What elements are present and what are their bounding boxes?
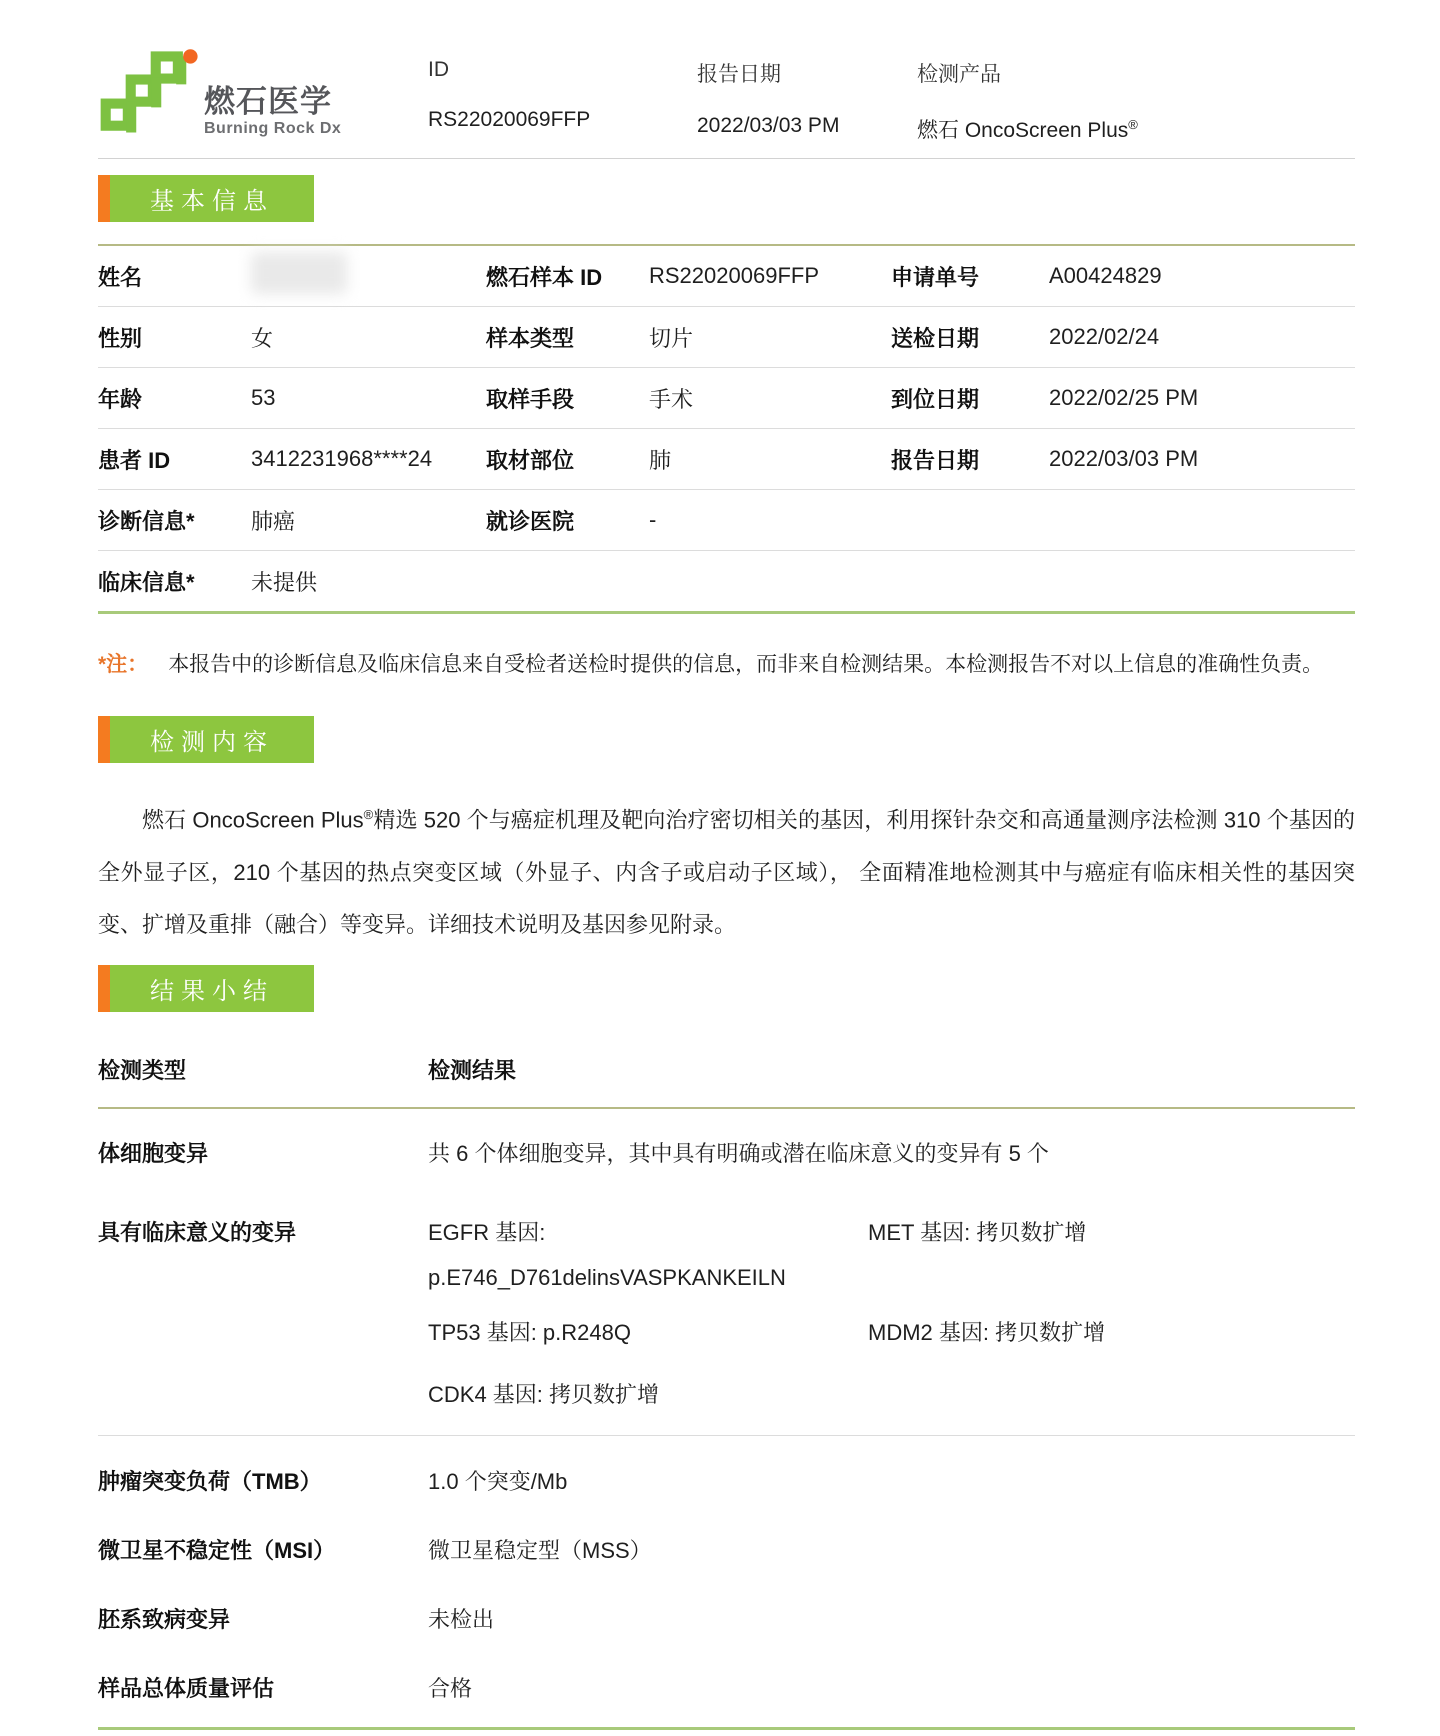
brand-name-cn: 燃石医学 xyxy=(204,83,332,119)
info-value: 3412231968****24 xyxy=(251,446,433,471)
info-label: 取材部位 xyxy=(486,447,575,473)
registered-mark: ® xyxy=(363,807,374,823)
note-prefix: *注： xyxy=(98,653,149,676)
section-title-basic-info: 基本信息 xyxy=(98,175,314,222)
info-label: 就诊医院 xyxy=(486,508,575,534)
msi-label: 微卫星不稳定性（MSI） xyxy=(98,1537,336,1563)
msi-value: 微卫星稳定型（MSS） xyxy=(428,1537,652,1563)
info-label: 患者 ID xyxy=(98,447,171,473)
report-header xyxy=(98,0,1355,144)
tmb-label: 肿瘤突变负荷（TMB） xyxy=(98,1468,322,1494)
burning-rock-logo-icon xyxy=(98,46,200,140)
info-value: 未提供 xyxy=(251,569,318,595)
info-label: 临床信息* xyxy=(98,569,195,595)
table-row xyxy=(98,246,1355,306)
clinical-variants-grid xyxy=(428,1216,1355,1409)
info-value: 2022/02/25 PM xyxy=(1049,385,1199,410)
meta-product-label: 检测产品 xyxy=(917,63,1001,86)
info-value: 肺 xyxy=(649,447,672,473)
meta-date-value: 2022/03/03 PM xyxy=(697,114,840,137)
table-row xyxy=(98,306,1355,367)
meta-product-value xyxy=(917,114,1355,144)
info-label: 燃石样本 ID xyxy=(486,264,603,290)
table-row xyxy=(98,1653,1355,1727)
variant-mdm2: MDM2 基因: 拷贝数扩增 xyxy=(868,1319,1106,1345)
patient-name-value xyxy=(251,252,486,300)
disclaimer-note xyxy=(98,650,1355,680)
paragraph-body: 精选 520 个与癌症机理及靶向治疗密切相关的基因，利用探针杂交和高通量测序法检测 310 个基因的全外显子区，210 个基因的热点突变区域（外显子、内含子或启动子区域）， 全面精准地检测其中与癌症有临床相关性的基因突变、扩增及重排（融合）等变异。详细技术说明及基因参见附录。 xyxy=(98,807,1355,937)
header-meta xyxy=(428,46,1355,144)
paragraph-brand: 燃石 OncoScreen Plus xyxy=(142,807,364,833)
header-divider xyxy=(98,158,1355,159)
somatic-label: 体细胞变异 xyxy=(98,1140,209,1166)
variant-cdk4: CDK4 基因: 拷贝数扩增 xyxy=(428,1381,660,1407)
info-value: - xyxy=(649,507,657,532)
variant-egfr-mutation: p.E746_D761delinsVASPKANKEILN xyxy=(428,1264,786,1290)
product-name: 燃石 OncoScreen Plus xyxy=(917,119,1129,142)
note-text: 本报告中的诊断信息及临床信息来自受检者送检时提供的信息，而非来自检测结果。本检测报告不对以上信息的准确性负责。 xyxy=(168,653,1324,676)
info-value: 53 xyxy=(251,385,276,410)
germline-value: 未检出 xyxy=(428,1606,495,1632)
section-test-content xyxy=(98,716,1355,763)
info-value: RS22020069FFP xyxy=(649,263,819,288)
table-row xyxy=(98,1584,1355,1653)
summary-col-result: 检测结果 xyxy=(428,1057,517,1083)
info-value: 切片 xyxy=(649,325,694,351)
clinical-variants-label: 具有临床意义的变异 xyxy=(98,1219,297,1245)
info-value: A00424829 xyxy=(1049,263,1162,288)
meta-date-label: 报告日期 xyxy=(697,63,781,86)
table-row xyxy=(98,1109,1355,1192)
quality-value: 合格 xyxy=(428,1675,473,1701)
variant-tp53: TP53 基因: p.R248Q xyxy=(428,1319,631,1345)
tmb-value: 1.0 个突变/Mb xyxy=(428,1468,568,1494)
info-value: 女 xyxy=(251,325,274,351)
info-value: 2022/03/03 PM xyxy=(1049,446,1199,471)
info-label: 性别 xyxy=(98,325,143,351)
germline-label: 胚系致病变异 xyxy=(98,1606,231,1632)
table-row xyxy=(98,550,1355,611)
brand-name xyxy=(204,85,341,140)
meta-col-product xyxy=(917,58,1355,144)
variant-egfr-gene: EGFR 基因: xyxy=(428,1219,546,1245)
table-row xyxy=(98,1515,1355,1584)
table-row xyxy=(98,1436,1355,1515)
info-label: 报告日期 xyxy=(891,447,980,473)
variant-spacer xyxy=(868,1247,1355,1291)
section-result-summary xyxy=(98,965,1355,1012)
section-title-result-summary: 结果小结 xyxy=(98,965,314,1012)
brand-name-en: Burning Rock Dx xyxy=(204,120,342,137)
registered-mark: ® xyxy=(1128,117,1138,132)
info-label: 姓名 xyxy=(98,264,143,290)
info-value: 手术 xyxy=(649,386,694,412)
table-row xyxy=(98,428,1355,489)
result-summary-table xyxy=(98,1054,1355,1730)
info-label: 申请单号 xyxy=(891,264,980,290)
info-label: 取样手段 xyxy=(486,386,575,412)
table-row xyxy=(98,489,1355,550)
meta-id-value: RS22020069FFP xyxy=(428,108,591,131)
somatic-value: 共 6 个体细胞变异，其中具有明确或潜在临床意义的变异有 5 个 xyxy=(428,1140,1049,1166)
info-label: 到位日期 xyxy=(891,386,980,412)
summary-header-row xyxy=(98,1054,1355,1109)
redacted-name-blur xyxy=(251,252,347,294)
meta-id-label: ID xyxy=(428,58,449,81)
test-content-paragraph xyxy=(98,789,1355,950)
section-title-test-content: 检测内容 xyxy=(98,716,314,763)
meta-col-report-date xyxy=(697,58,917,144)
info-label: 样本类型 xyxy=(486,325,575,351)
variant-met: MET 基因: 拷贝数扩增 xyxy=(868,1219,1087,1245)
logo-orange-dot xyxy=(183,49,197,63)
quality-label: 样品总体质量评估 xyxy=(98,1675,275,1701)
section-basic-info xyxy=(98,175,1355,222)
info-label: 送检日期 xyxy=(891,325,980,351)
info-label: 诊断信息* xyxy=(98,508,195,534)
brand-logo xyxy=(98,46,428,140)
table-row xyxy=(98,367,1355,428)
meta-col-id xyxy=(428,58,697,144)
summary-col-type: 检测类型 xyxy=(98,1057,187,1083)
info-value: 肺癌 xyxy=(251,508,296,534)
info-label: 年龄 xyxy=(98,386,143,412)
variant-spacer xyxy=(868,1347,1355,1409)
info-value: 2022/02/24 xyxy=(1049,324,1160,349)
table-row xyxy=(98,1192,1355,1436)
basic-info-table xyxy=(98,244,1355,614)
